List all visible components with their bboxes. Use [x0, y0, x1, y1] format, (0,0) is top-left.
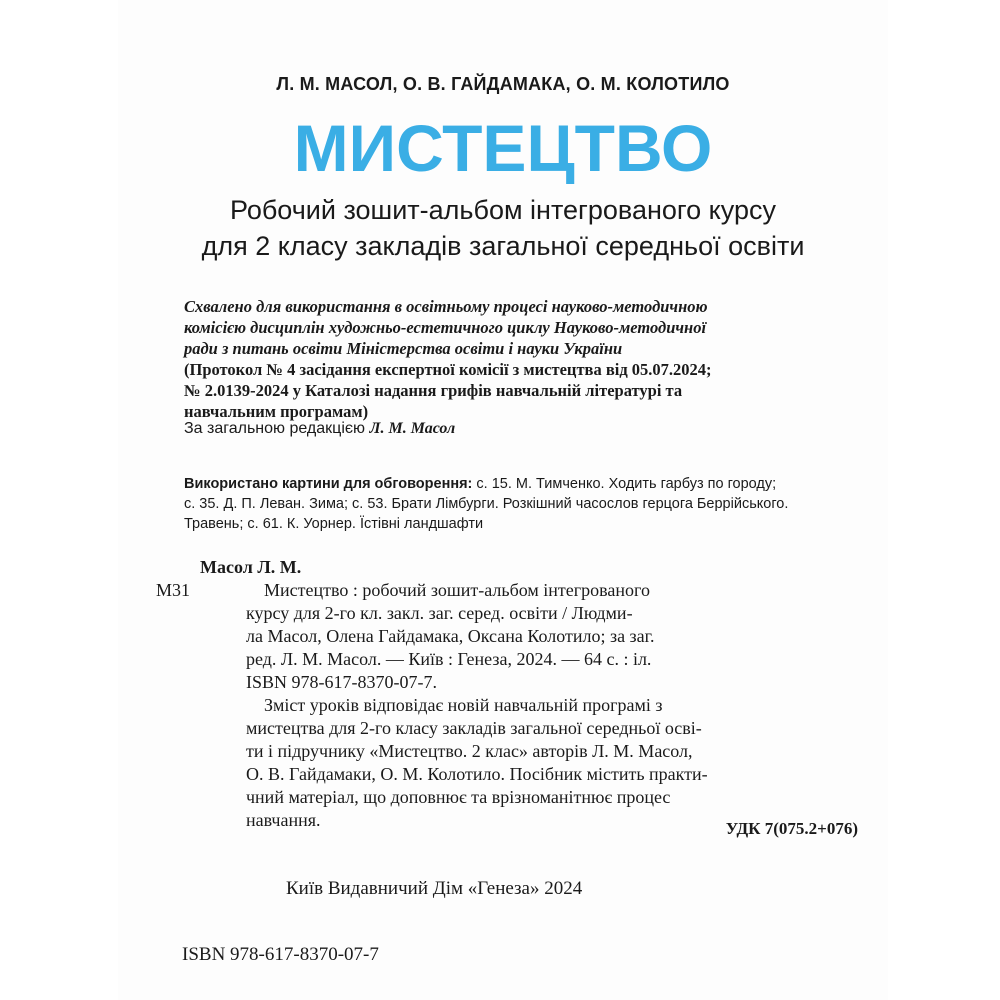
editor-name: Л. М. Масол — [369, 420, 456, 437]
editor-prefix: За загальною редакцією — [184, 420, 366, 437]
subtitle — [118, 192, 888, 264]
subtitle-line: для 2 класу закладів загальної середньої освіти — [201, 231, 805, 261]
approval-line: навчальним програмам) — [184, 402, 369, 421]
biblio-annotation-line: О. В. Гайдамаки, О. М. Колотило. Посібник містить практи- — [246, 764, 708, 784]
biblio-description-line: ла Масол, Олена Гайдамака, Оксана Колотило; за заг. — [246, 626, 655, 646]
authors: Л. М. МАСОЛ, О. В. ГАЙДАМАКА, О. М. КОЛОТИЛО — [276, 74, 730, 94]
bibliographic-record — [156, 556, 876, 832]
approval-line: № 2.0139-2024 у Каталозі надання грифів навчальній літературі та — [184, 381, 683, 400]
biblio-author: Масол Л. М. — [200, 557, 302, 577]
paintings-line: с. 35. Д. П. Леван. Зима; с. 53. Брати Лімбурги. Розкішний часослов герцога Беррійського. — [184, 496, 789, 512]
paintings-line — [184, 474, 884, 494]
approval-line: Схвалено для використання в освітньому процесі науково-методичною — [184, 297, 708, 316]
title-page — [118, 0, 888, 1000]
book-title: МИСТЕЦТВО — [293, 111, 713, 185]
biblio-description-line: ISBN 978-617-8370-07-7. — [246, 672, 437, 692]
isbn: ISBN 978-617-8370-07-7 — [182, 944, 379, 965]
biblio-annotation-line: Зміст уроків відповідає новій навчальній програмі з — [264, 695, 663, 715]
udk-code: УДК 7(075.2+076) — [725, 819, 858, 838]
biblio-code: М31 — [156, 580, 191, 600]
paintings-line: Травень; с. 61. К. Уорнер. Їстівні ландшафти — [184, 516, 484, 532]
biblio-annotation-line: навчання. — [246, 810, 321, 830]
approval-notice — [184, 296, 864, 422]
biblio-annotation-line: чний матеріал, що доповнює та врізноманітнює процес — [246, 787, 671, 807]
general-editor — [184, 420, 455, 438]
biblio-description-line: М31 Мистецтво : робочий зошит-альбом інтегрованого — [156, 580, 650, 600]
biblio-annotation-line: мистецтва для 2-го класу закладів загальної середньої осві- — [246, 718, 702, 738]
biblio-annotation-line: ти і підручнику «Мистецтво. 2 клас» авторів Л. М. Масол, — [246, 741, 693, 761]
paintings-credits — [184, 474, 884, 534]
biblio-description-line: ред. Л. М. Масол. — Київ : Генеза, 2024. — 64 с. : іл. — [246, 649, 652, 669]
approval-line: ради з питань освіти Міністерства освіти і науки України — [184, 339, 623, 358]
approval-line: (Протокол № 4 засідання експертної комісії з мистецтва від 05.07.2024; — [184, 360, 712, 379]
biblio-description-line: курсу для 2-го кл. закл. заг. серед. освіти / Людми- — [246, 603, 633, 623]
paintings-text: с. 15. М. Тимченко. Ходить гарбуз по городу; — [472, 476, 777, 492]
publisher-imprint: Київ Видавничий Дім «Генеза» 2024 — [286, 878, 583, 899]
approval-line: комісією дисциплін художньо-естетичного циклу Науково-методичної — [184, 318, 707, 337]
paintings-label: Використано картини для обговорення: — [184, 476, 473, 492]
subtitle-line: Робочий зошит-альбом інтегрованого курсу — [230, 195, 776, 225]
